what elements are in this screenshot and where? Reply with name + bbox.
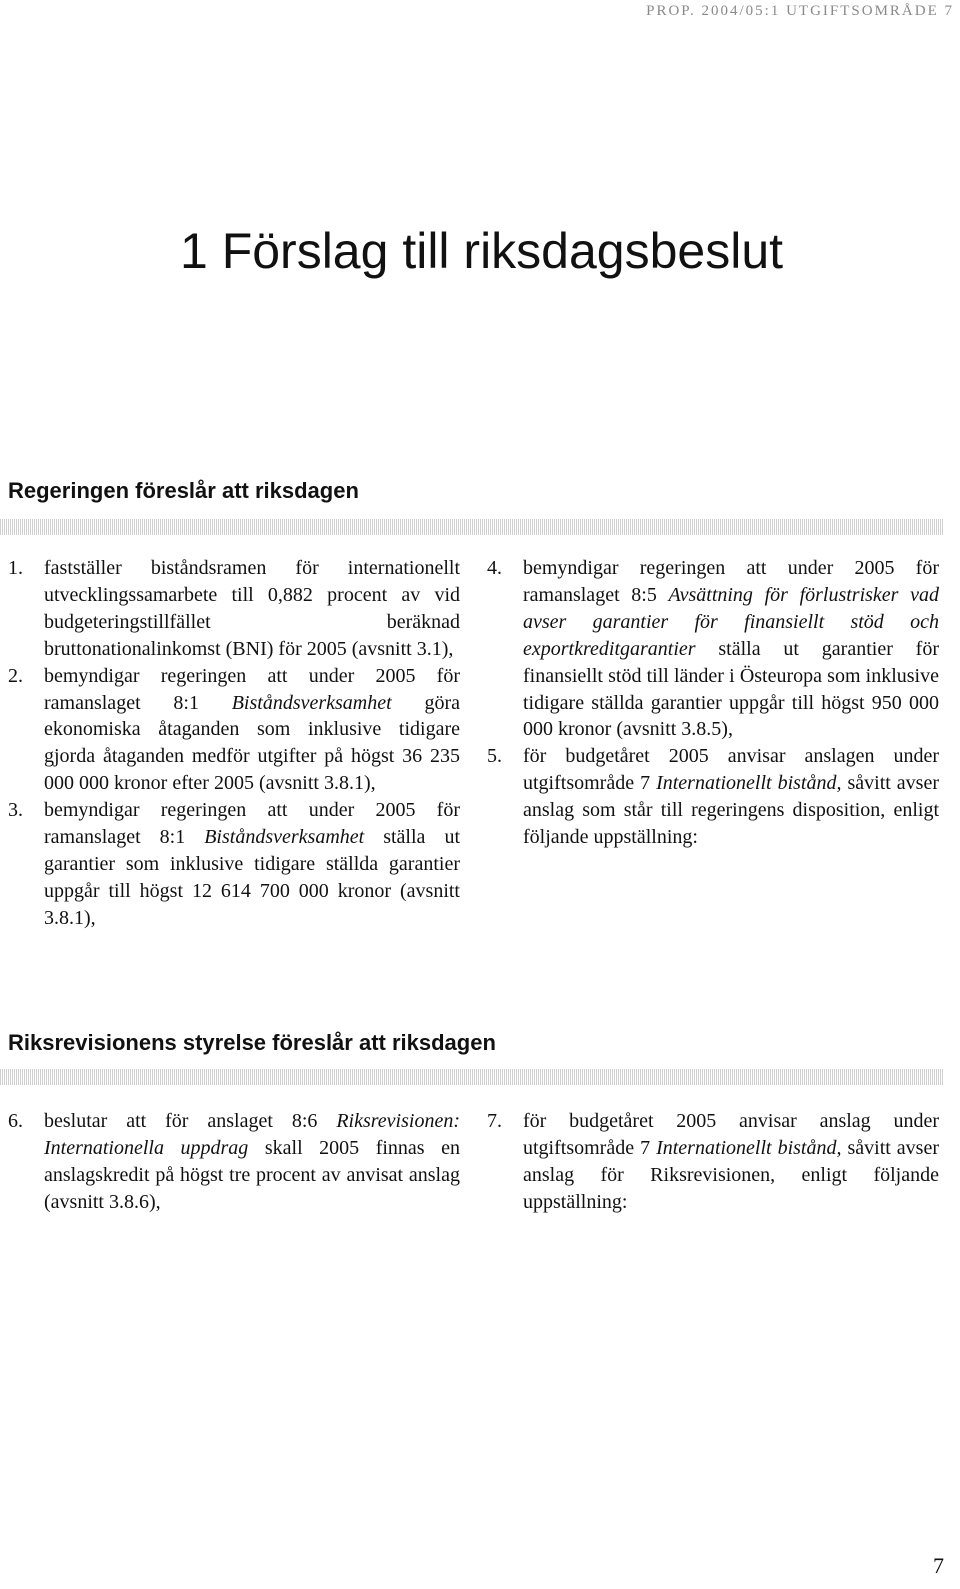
proposal-item-5 <box>487 743 939 851</box>
item-number: 5. <box>487 745 502 768</box>
running-header: PROP. 2004/05:1 UTGIFTSOMRÅDE 7 <box>646 3 954 19</box>
left-column <box>8 555 460 932</box>
section-heading-regeringen: Regeringen föreslår att riksdagen <box>8 478 359 503</box>
left-column-2 <box>8 1108 460 1216</box>
item-number: 3. <box>8 799 23 822</box>
item-number: 4. <box>487 557 502 579</box>
item-number: 2. <box>8 664 23 687</box>
proposal-item-3 <box>8 797 460 932</box>
section-heading-riksrevisionen: Riksrevisionens styrelse föreslår att riksdagen <box>8 1030 496 1055</box>
section-divider <box>0 519 944 535</box>
proposal-item-2 <box>8 663 460 798</box>
proposal-item-1 <box>8 555 460 663</box>
page-number: 7 <box>933 1553 944 1578</box>
item-text: beslutar att för anslaget 8:6 Riksrevisionen: Internationella uppdrag skall 2005 finnas en anslagskredit på högst tre procent av anvisat anslag (avsnitt 3.8.6), <box>44 1110 461 1213</box>
right-column-2 <box>487 1108 939 1216</box>
item-text: bemyndigar regeringen att under 2005 för ramanslaget 8:1 Biståndsverksamhet göra ekonomiska åtaganden som inklusive tidigare gjorda åtaganden medför utgifter på högst 36 235 000 000 kronor efter 2005 (avsnitt 3.8.1), <box>44 664 460 795</box>
item-text: för budgetåret 2005 anvisar anslagen under utgiftsområde 7 Internationellt bistånd, såvitt avser anslag som står till regeringens disposition, enligt följande uppställning: <box>523 745 939 849</box>
proposal-item-4 <box>487 555 939 743</box>
item-number: 1. <box>8 557 23 579</box>
proposal-item-6 <box>8 1108 460 1216</box>
chapter-title: 1 Förslag till riksdagsbeslut <box>180 223 784 279</box>
item-text: fastställer biståndsramen för internationellt utvecklingssamarbete till 0,882 procent av vid budgeteringstillfället beräknad bruttonationalinkomst (BNI) för 2005 (avsnitt 3.1), <box>44 557 460 660</box>
proposal-item-7 <box>487 1108 939 1216</box>
item-text: bemyndigar regeringen att under 2005 för ramanslaget 8:1 Biståndsverksamhet ställa ut garantier som inklusive tidigare ställda garantier uppgår till högst 12 614 700 000 kronor (avsnitt 3.8.1), <box>44 799 460 929</box>
right-column <box>487 555 939 851</box>
item-number: 6. <box>8 1110 23 1132</box>
item-text: bemyndigar regeringen att under 2005 för ramanslaget 8:5 Avsättning för förlustrisker vad avser garantier för finansiellt stöd och exportkreditgarantier ställa ut garantier för finansiellt stöd till länder i Östeuropa som inklusive tidigare ställda garantier uppgår till högst 950 000 000 kronor (avsnitt 3.8.5), <box>523 557 939 741</box>
item-number: 7. <box>487 1110 502 1132</box>
item-text: för budgetåret 2005 anvisar anslag under utgiftsområde 7 Internationellt bistånd, såvitt avser anslag för Riksrevisionen, enligt följande uppställning: <box>523 1110 939 1213</box>
section-divider <box>0 1069 944 1085</box>
